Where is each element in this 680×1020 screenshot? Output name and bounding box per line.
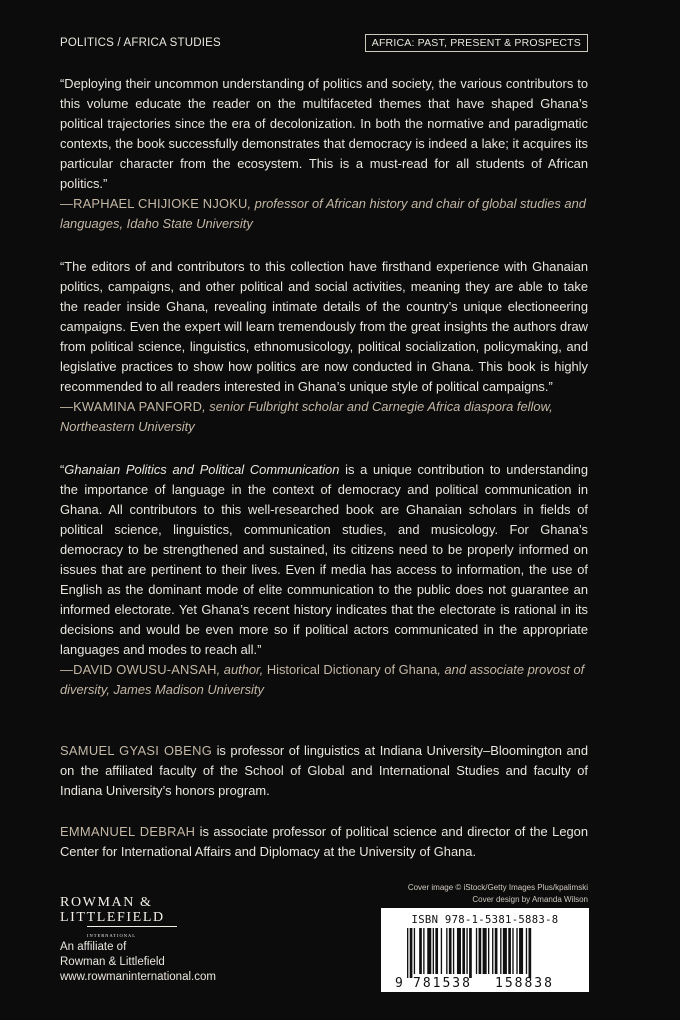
cover-image-credit: Cover image © iStock/Getty Images Plus/kpalimski <box>407 883 588 892</box>
endorser-affiliation: , senior Fulbright scholar and Carnegie Africa diaspora fellow, Northeastern University <box>60 399 553 434</box>
barcode-icon <box>393 928 577 990</box>
barcode-left-digits: 781538 <box>413 976 472 990</box>
endorsement-quote <box>60 460 588 660</box>
dictionary-title: Historical Dictionary of Ghana <box>266 662 438 677</box>
affiliate-line-2: Rowman & Littlefield <box>60 956 165 968</box>
endorser-name: —DAVID OWUSU-ANSAH <box>60 662 217 677</box>
author-bio-text: is professor of linguistics at Indiana University–Bloomington and on the affiliated faculty of the School of Global and International Studies and faculty of Indiana University’s honors program. <box>60 743 588 798</box>
isbn-barcode-box <box>381 908 589 992</box>
cover-credits <box>408 882 588 906</box>
publisher-info <box>60 940 216 985</box>
barcode-bars <box>407 928 531 978</box>
barcode-right-digits: 158838 <box>495 976 554 990</box>
series-badge: AFRICA: PAST, PRESENT & PROSPECTS <box>365 34 588 52</box>
endorser-name: —KWAMINA PANFORD <box>60 399 203 414</box>
back-cover-content <box>60 74 588 883</box>
publisher-website[interactable]: www.rowmaninternational.com <box>60 971 216 983</box>
cover-design-credit: Cover design by Amanda Wilson <box>472 895 588 904</box>
logo-line-2: LITTLEFIELD <box>60 910 165 925</box>
category-label: POLITICS / AFRICA STUDIES <box>60 37 221 49</box>
barcode-lead-digit: 9 <box>395 976 403 990</box>
endorser-name: —RAPHAEL CHIJIOKE NJOKU <box>60 196 248 211</box>
endorsement-1 <box>60 74 588 234</box>
author-name: SAMUEL GYASI OBENG <box>60 743 213 758</box>
quote-open: “ <box>60 462 65 477</box>
author-bio-1 <box>60 741 588 801</box>
quote-body: is a unique contribution to understanding the importance of language in the context of democracy and political communication in Ghana. All contributors to this well-researched book are Ghanaian scholars in fields of political science, linguistics, communication studies, and musicology. For Ghana’s democracy to be strengthened and sustained, its citizens need to be properly informed on issues that are pertinent to their lives. Even if media has access to information, the use of English as the dominant mode of elite communication to the public does not guarantee an informed electorate. Yet Ghana’s recent history indicates that the electorate is rational in its decisions and would be even more so if political actors communicated in the appropriate languages and modes to reach all.” <box>60 462 588 657</box>
endorser-affiliation: , professor of African history and chair of global studies and languages, Idaho State University <box>60 196 586 231</box>
endorsement-3 <box>60 460 588 700</box>
book-title: Ghanaian Politics and Political Communication <box>64 462 340 477</box>
endorsement-attribution <box>60 397 588 437</box>
endorsement-quote: “Deploying their uncommon understanding of politics and society, the various contributors to this volume educate the reader on the multifaceted themes that have shaped Ghana’s political trajectories since the era of decolonization. In both the normative and paradigmatic contexts, the book successfully demonstrates that democracy is indeed a lake; it acquires its particular character from the ecosystem. This is a must-read for all students of African politics.” <box>60 76 588 191</box>
endorser-affiliation-a: , author, <box>216 662 267 677</box>
publisher-logo <box>60 895 210 943</box>
logo-line-1: ROWMAN & <box>60 895 153 910</box>
endorsement-attribution <box>60 660 588 700</box>
author-name: EMMANUEL DEBRAH <box>60 824 196 839</box>
endorser-affiliation-c: , and associate provost of diversity, James Madison University <box>60 662 585 697</box>
endorsement-quote: “The editors of and contributors to this collection have firsthand experience with Ghanaian politics, campaigns, and other political and social activities, meaning they are able to take the reader inside Ghana, revealing intimate details of the country’s unique electioneering campaigns. Even the expert will learn tremendously from the great insights the authors draw from political science, linguistics, ethnomusicology, political socialization, policymaking, and legislative practices to show how politics are now conducted in Ghana. This book is highly recommended to all readers interested in Ghana’s unique style of political campaigns.” <box>60 259 588 394</box>
isbn-label: ISBN 978-1-5381-5883-8 <box>411 914 559 926</box>
cover-header <box>60 34 588 54</box>
author-bio-text: is associate professor of political science and director of the Legon Center for International Affairs and Diplomacy at the University of Ghana. <box>60 824 588 859</box>
author-bio-2 <box>60 822 588 862</box>
affiliate-line-1: An affiliate of <box>60 941 127 953</box>
endorsement-attribution <box>60 194 588 234</box>
logo-line-3: INTERNATIONAL <box>87 926 177 943</box>
endorsement-2 <box>60 257 588 437</box>
